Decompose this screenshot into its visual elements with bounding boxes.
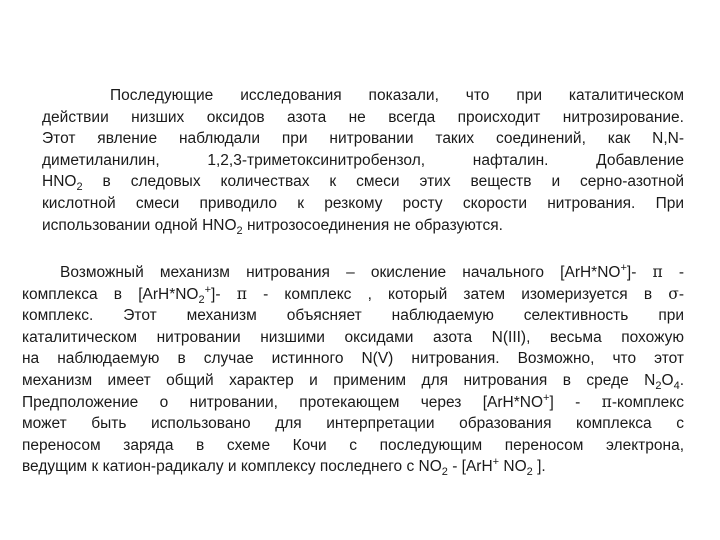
pi-symbol: π [652, 263, 663, 281]
superscript: + [620, 261, 627, 274]
text-run: нитрозосоединения не образуются. [242, 216, 503, 234]
text-line: переносом заряда в схеме Кочи с последующим переносом электрона, [22, 436, 684, 454]
text-line [22, 370, 684, 392]
text-run: Предположение о нитровании, протекающем через [ArH*NO [22, 393, 544, 411]
text-run: - [662, 264, 684, 281]
text-run: ведущим к катион-радикалу и комплексу последнего с NO [22, 458, 442, 476]
text-run: - [ArH [447, 458, 493, 476]
text-line [22, 456, 684, 478]
text-line [22, 262, 684, 284]
text-line [22, 392, 684, 414]
text-run: комплекса в [ArH*NO [22, 285, 199, 303]
text-line: каталитическом нитровании низшими оксидами азота N(III), весьма похожую [22, 328, 684, 346]
text-line: Этот явление наблюдали при нитровании таких соединений, как N,N- [42, 130, 684, 148]
text-run: ] - [549, 393, 602, 411]
text-line: на наблюдаемую в случае истинного N(V) нитрования. Возможно, что этот [22, 350, 684, 368]
paragraph-nitration-mechanism [22, 262, 684, 478]
subscript: 2 [198, 293, 205, 306]
subscript: 4 [673, 380, 680, 393]
text-run: - комплекс , который затем изомеризуется в [246, 285, 669, 303]
text-line: действии низших оксидов азота не всегда происходит нитрозирование. [42, 108, 684, 126]
pi-symbol: π [236, 284, 247, 303]
text-line [42, 215, 684, 237]
superscript: + [204, 283, 212, 296]
text-line [42, 171, 684, 193]
subscript: 2 [76, 181, 83, 194]
subscript: 2 [526, 466, 533, 479]
text-run: использовании одной HNO [42, 216, 237, 234]
superscript: + [492, 456, 500, 469]
subscript: 2 [441, 466, 448, 479]
text-line: Последующие исследования показали, что при каталитическом [110, 87, 684, 104]
text-run: HNO [42, 173, 77, 191]
text-run: Возможный механизм нитрования – окисление начального [ArH*NO [60, 264, 621, 281]
text-run: в следовых количествах к смеси этих веществ и серно-азотной [82, 173, 684, 191]
text-line [22, 284, 684, 306]
text-run: ]. [532, 458, 546, 476]
text-line: комплекс. Этот механизм объясняет наблюдаемую селективность при [22, 307, 684, 325]
text-run: -комплекс [611, 393, 684, 411]
text-run: O [661, 371, 674, 389]
sigma-symbol: σ [668, 284, 679, 303]
superscript: + [543, 391, 550, 404]
text-line: может быть использовано для интерпретации образования комплекса с [22, 415, 684, 433]
text-line: кислотной смеси приводило к резкому росту скорости нитрования. При [42, 194, 684, 212]
pi-symbol: π [601, 392, 612, 411]
paragraph-nitrosation-findings [42, 85, 684, 236]
subscript: 2 [655, 380, 662, 393]
text-run: - [678, 285, 684, 303]
subscript: 2 [236, 224, 243, 237]
text-run: ]- [211, 285, 237, 303]
text-line: диметиланилин, 1,2,3-триметоксинитробензол, нафталин. Добавление [42, 151, 684, 169]
text-run: . [679, 371, 684, 389]
text-run: механизм имеет общий характер и применим для нитрования в среде N [22, 371, 656, 389]
text-run: NO [499, 458, 527, 476]
text-run: ]- [626, 264, 653, 281]
